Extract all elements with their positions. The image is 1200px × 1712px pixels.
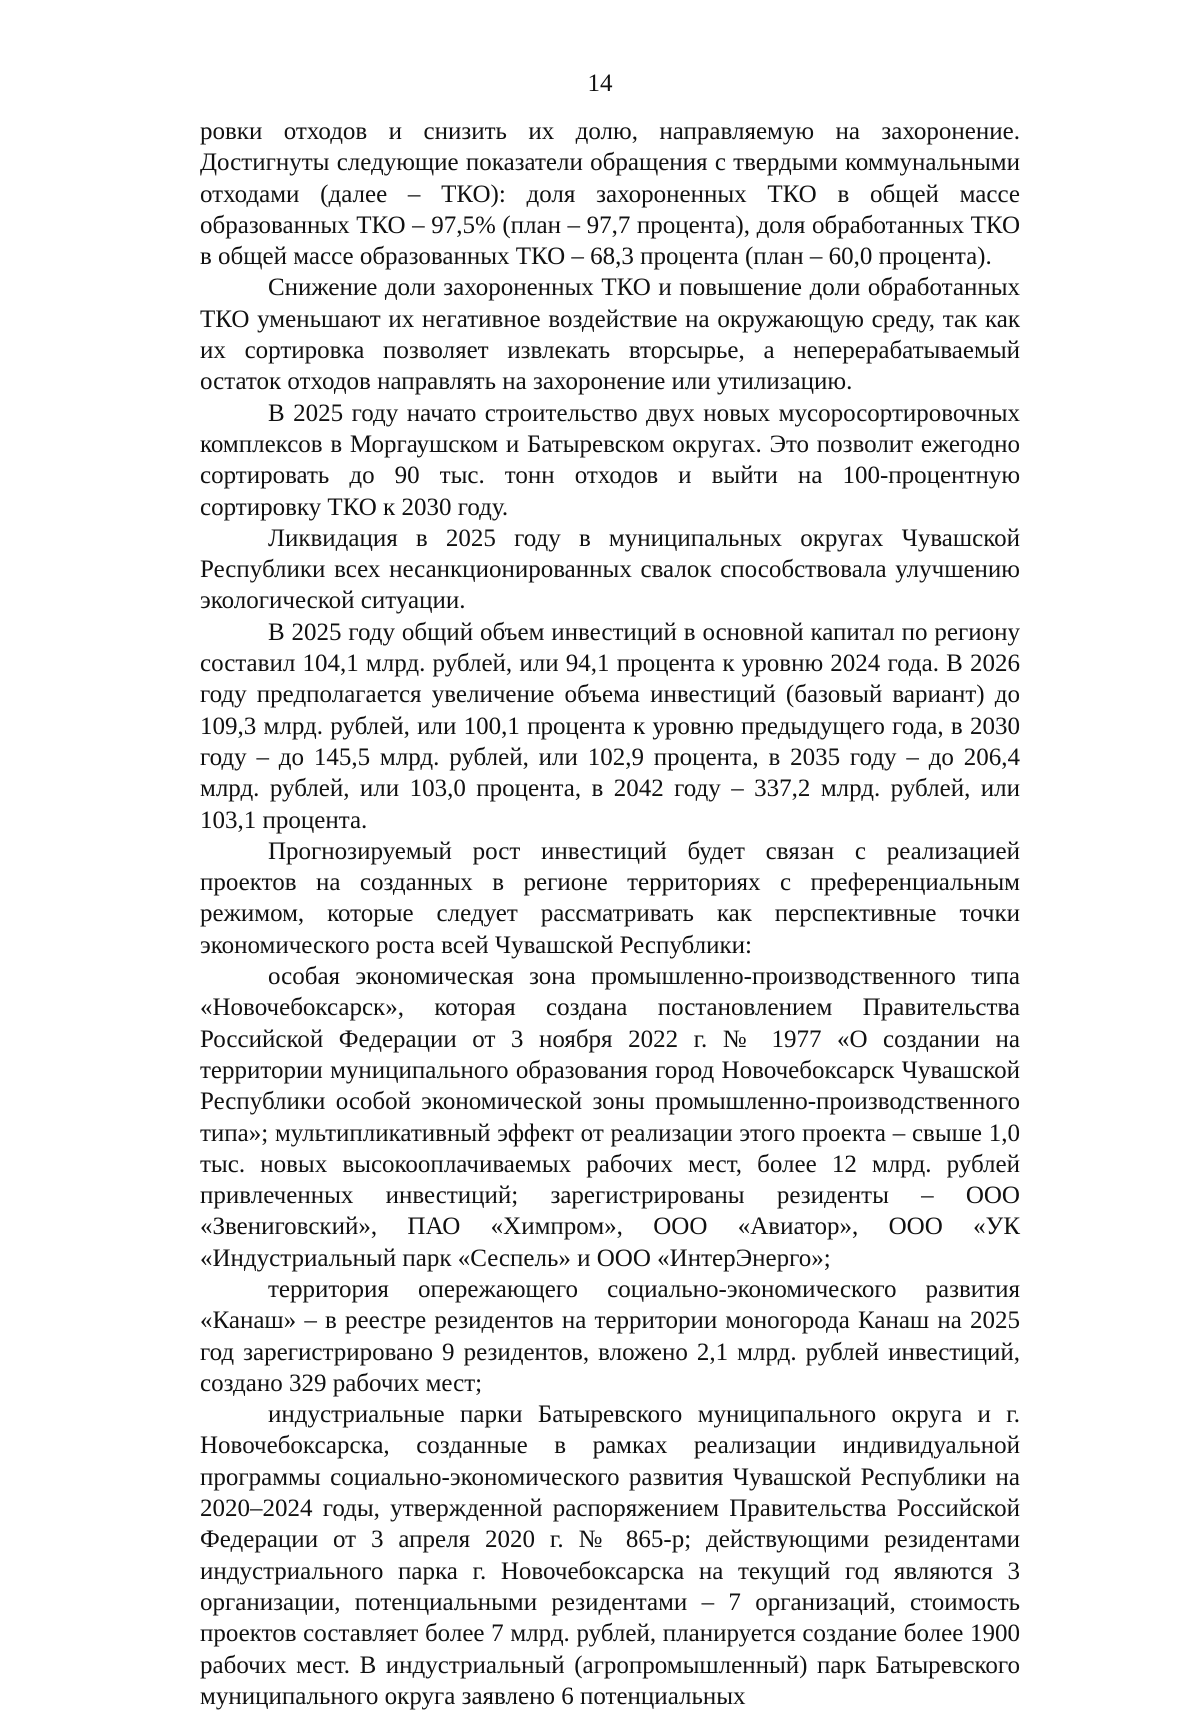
- list-item-paragraph: индустриальные парки Батыревского муниципального округа и г. Новочебоксарска, созданные в рамках реализации индивидуальной программы социально-экономического развития Чувашской Республики на 2020–2024 годы, утвержденной распоряжением Правительства Российской Федерации от 3 апреля 2020 г. № 865-р; действующими резидентами индустриального парка г. Новочебоксарска на текущий год являются 3 организации, потенциальными резидентами – 7 организаций, стоимость проектов составляет более 7 млрд. рублей, планируется создание более 1900 рабочих мест. В индустриальный (агропромышленный) парк Батыревского муниципального округа заявлено 6 потенциальных: [200, 1401, 1020, 1710]
- document-body: [200, 116, 1020, 1712]
- list-item-paragraph: особая экономическая зона промышленно-производственного типа «Новочебоксарск», которая создана постановлением Правительства Российской Федерации от 3 ноября 2022 г. № 1977 «О создании на территории муниципального образования город Новочебоксарск Чувашской Республики особой экономической зоны промышленно-производственного типа»; мультипликативный эффект от реализации этого проекта – свыше 1,0 тыс. новых высокооплачиваемых рабочих мест, более 12 млрд. рублей привлеченных инвестиций; зарегистрированы резиденты – ООО «Звениговский», ПАО «Химпром», ООО «Авиатор», ООО «УК «Индустриальный парк «Сеспель» и ООО «ИнтерЭнерго»;: [200, 963, 1020, 1272]
- list-item-paragraph: территория опережающего социально-экономического развития «Канаш» – в реестре резидентов на территории моногорода Канаш на 2025 год зарегистрировано 9 резидентов, вложено 2,1 млрд. рублей инвестиций, создано 329 рабочих мест;: [200, 1275, 1020, 1397]
- paragraph: В 2025 году общий объем инвестиций в основной капитал по региону составил 104,1 млрд. рублей, или 94,1 процента к уровню 2024 года. В 2026 году предполагается увеличение объема инвестиций (базовый вариант) до 109,3 млрд. рублей, или 100,1 процента к уровню предыдущего года, в 2030 году – до 145,5 млрд. рублей, или 102,9 процента, в 2035 году – до 206,4 млрд. рублей, или 103,0 процента, в 2042 году – 337,2 млрд. рублей, или 103,1 процента.: [200, 618, 1020, 834]
- paragraph: ровки отходов и снизить их долю, направляемую на захоронение. Достигнуты следующие показатели обращения с твердыми коммунальными отходами (далее – ТКО): доля захороненных ТКО в общей массе образованных ТКО – 97,5% (план – 97,7 процента), доля обработанных ТКО в общей массе образованных ТКО – 68,3 процента (план – 60,0 процента).: [200, 118, 1020, 271]
- page-number: 14: [587, 70, 613, 97]
- paragraph: Снижение доли захороненных ТКО и повышение доли обработанных ТКО уменьшают их негативное воздействие на окружающую среду, так как их сортировка позволяет извлекать вторсырье, а неперерабатываемый остаток отходов направлять на захоронение или утилизацию.: [200, 274, 1020, 396]
- paragraph: Ликвидация в 2025 году в муниципальных округах Чувашской Республики всех несанкционированных свалок способствовала улучшению экологической ситуации.: [200, 524, 1020, 615]
- paragraph: В 2025 году начато строительство двух новых мусоросортировочных комплексов в Моргаушском и Батыревском округах. Это позволит ежегодно сортировать до 90 тыс. тонн отходов и выйти на 100-процентную сортировку ТКО к 2030 году.: [200, 399, 1020, 521]
- paragraph: Прогнозируемый рост инвестиций будет связан с реализацией проектов на созданных в регионе территориях с преференциальным режимом, которые следует рассматривать как перспективные точки экономического роста всей Чувашской Республики:: [200, 837, 1020, 959]
